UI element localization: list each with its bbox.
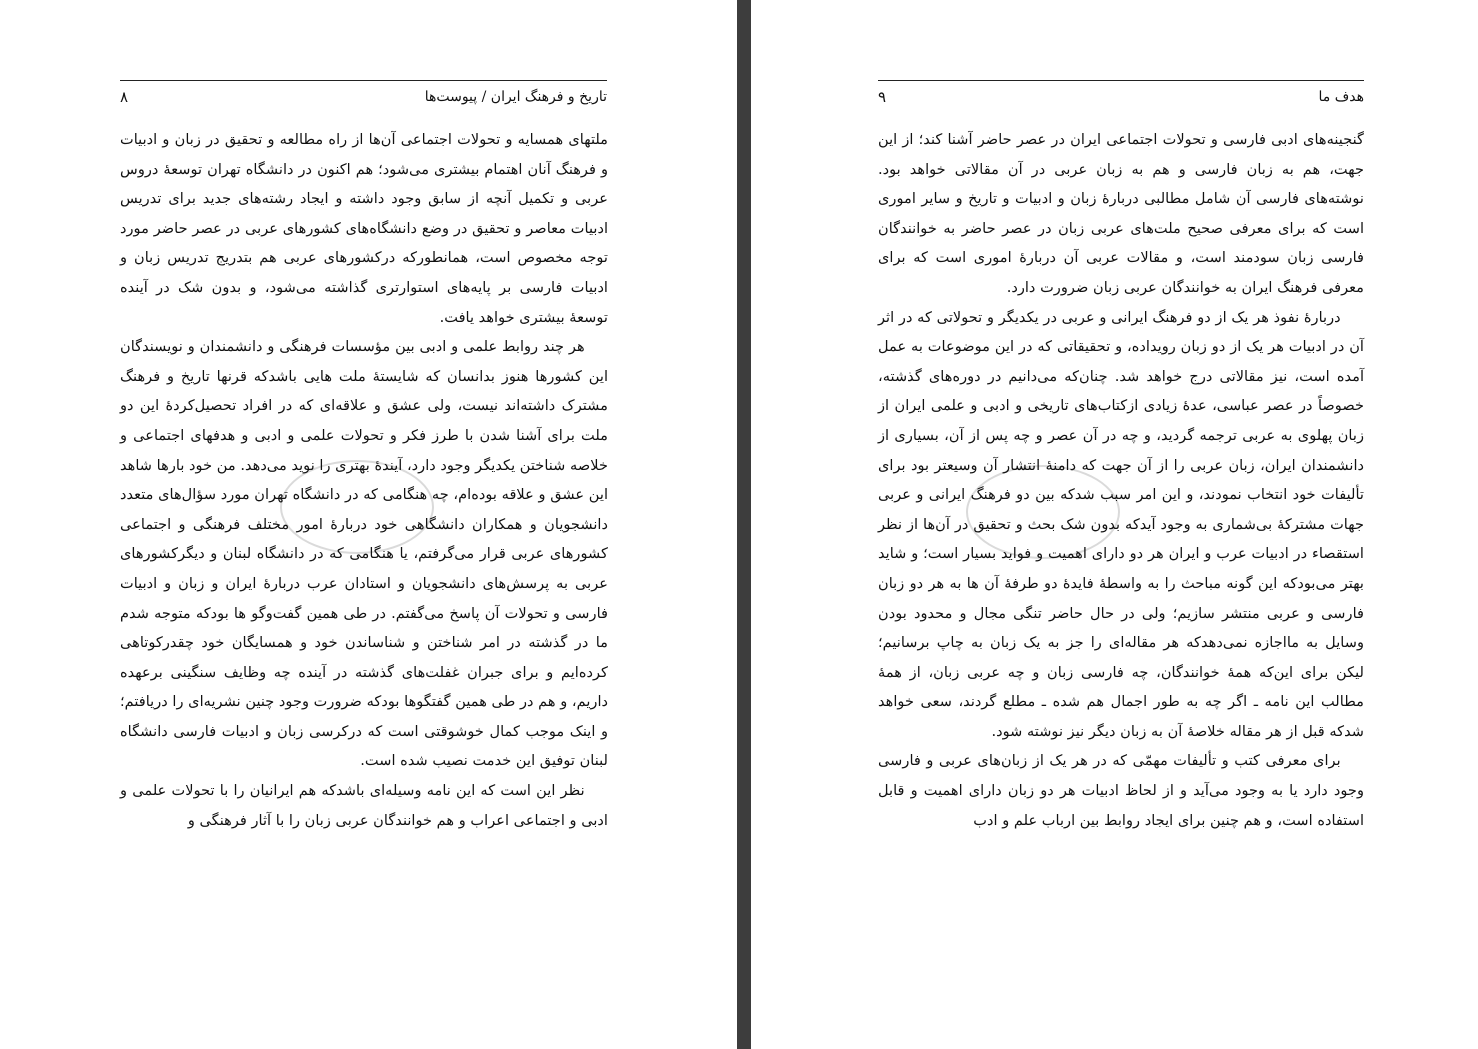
paragraph: برای معرفی کتب و تألیفات مهمّی که در هر یک از زبان‌های عربی و فارسی وجود دارد یا به وجود می‌آید و از لحاظ ادبیات هر دو زبان دارای اهمیت و قابل استفاده است، و هم چنین برای ایجاد روابط بین ارباب علم و ادب	[878, 752, 1364, 829]
paragraph: ملتهای همسایه و تحولات اجتماعی آن‌ها از راه مطالعه و تحقیق در زبان و ادبیات و فرهنگ آنان اهتمام بیشتری می‌شود؛ هم اکنون در دانشگاه تهران توسعهٔ دروس عربی و تکمیل آنچه از سابق وجود داشته و ایجاد رشته‌های جدید برای تدریس ادبیات معاصر و تحقیق در وضع دانشگاه‌های کشورهای عربی در عصر حاضر مورد توجه مخصوص است، همانطورکه درکشورهای عربی هم بتدریج تدریس زبان و ادبیات فارسی بر پایه‌های استوارتری گذاشته می‌شود، و بدون شک در آینده توسعهٔ بیشتری خواهد یافت.	[120, 131, 608, 326]
right-page-number: ۹	[878, 88, 887, 106]
right-page-body	[878, 125, 1364, 835]
right-running-title: هدف ما	[1318, 89, 1364, 105]
right-page	[751, 0, 1478, 1049]
left-page-number: ۸	[120, 88, 129, 106]
left-page-body	[120, 125, 608, 835]
paragraph: نظر این است که این نامه وسیله‌ای باشدکه هم ایرانیان را با تحولات علمی و ادبی و اجتماعی اعراب و هم خوانندگان عربی زبان را با آثار فرهنگی و	[120, 782, 608, 829]
paragraph: هر چند روابط علمی و ادبی بین مؤسسات فرهنگی و دانشمندان و نویسندگان این کشورها هنوز بدانسان که شایستهٔ ملت هایی باشدکه قرنها تاریخ و فرهنگ مشترک داشته‌اند نیست، ولی عشق و علاقه‌ای که در افراد تحصیل‌کردهٔ این دو ملت برای آشنا شدن با طرز فکر و تحولات علمی و ادبی و هدفهای اجتماعی و خلاصه شناختن یکدیگر وجود دارد، آیندهٔ بهتری را نوید می‌دهد. من خود بارها شاهد این عشق و علاقه بوده‌ام، چه هنگامی که در دانشگاه تهران مورد سؤال‌های متعدد دانشجویان و همکاران دانشگاهی خود دربارهٔ امور مختلف فرهنگی و اجتماعی کشورهای عربی قرار می‌گرفتم، یا هنگامی که در دانشگاه لبنان و دیگرکشورهای عربی به پرسش‌های دانشجویان و استادان عرب دربارهٔ ایران و زبان و ادبیات فارسی و تحولات آن پاسخ می‌گفتم. در طی همین گفت‌وگو ها بودکه متوجه شدم ما در گذشته در امر شناختن و شناساندن خود و همسایگان خود چقدرکوتاهی کرده‌ایم و برای جبران غفلت‌های گذشته در آینده چه وظایف سنگینی برعهده داریم، و هم در طی همین گفتگوها بودکه ضرورت وجود چنین نشریه‌ای را دریافتم؛ و اینک موجب کمال خوشوقتی است که درکرسی زبان و ادبیات فارسی دانشگاه لبنان توفیق این خدمت نصیب شده است.	[120, 338, 608, 770]
left-page	[0, 0, 737, 1049]
paragraph: دربارهٔ نفوذ هر یک از دو فرهنگ ایرانی و عربی در یکدیگر و تحولاتی که در اثر آن در ادبیات هر یک از دو زبان رویداده، و تحقیقاتی که در این موضوعات به عمل آمده است، نیز مقالاتی درج خواهد شد. چنان‌که می‌دانیم در دوره‌های گذشته، خصوصاً در عصر عباسی، عدهٔ زیادی ازکتاب‌های تاریخی و ادبی و علمی ایران از زبان پهلوی به عربی ترجمه گردید، و چه در آن عصر و چه پس از آن، بسیاری از دانشمندان ایران، زبان عربی را از آن جهت که دامنهٔ انتشار آن وسیعتر بود برای تألیفات خود انتخاب نمودند، و این امر سبب شدکه بین دو فرهنگ ایرانی و عربی جهات مشترکهٔ بی‌شماری به وجود آیدکه بدون شک بحث و تحقیق در آن‌ها از نظر استقصاء در ادبیات عرب و ایران هر دو دارای اهمیت و فواید بسیار است؛ و شاید بهتر می‌بودکه این گونه مباحث را به واسطهٔ فایدهٔ دو طرفهٔ آن ها به هر دو زبان فارسی و عربی منتشر سازیم؛ ولی در حال حاضر تنگی مجال و محدود بودن وسایل به مااجازه نمی‌دهدکه هر مقاله‌ای را جز به یک زبان به چاپ برسانیم؛ لیکن برای این‌که همهٔ خوانندگان، چه فارسی زبان و چه عربی زبان، از همهٔ مطالب این نامه ـ اگر چه به طور اجمال هم شده ـ مطلع گردند، سعی خواهد شدکه قبل از هر مقاله خلاصهٔ آن به زبان دیگر نیز نوشته شود.	[878, 308, 1364, 740]
paragraph: گنجینه‌های ادبی فارسی و تحولات اجتماعی ایران در عصر حاضر آشنا کند؛ از این جهت، هم به زبان فارسی و هم به زبان عربی در آن مقالاتی خواهد بود. نوشته‌های فارسی آن شامل مطالبی دربارهٔ زبان و ادبیات و تاریخ و سایر اموری است که برای معرفی صحیح ملت‌های عربی زبان در عصر حاضر به خوانندگان فارسی زبان سودمند است، و مقالات عربی آن دربارهٔ اموری است که برای معرفی فرهنگ ایران به خوانندگان عربی زبان ضرورت دارد.	[878, 131, 1364, 296]
left-page-header	[120, 80, 607, 113]
left-running-title: تاریخ و فرهنگ ایران / پیوست‌ها	[424, 89, 607, 105]
page-gutter	[737, 0, 751, 1049]
right-page-header	[878, 80, 1364, 113]
